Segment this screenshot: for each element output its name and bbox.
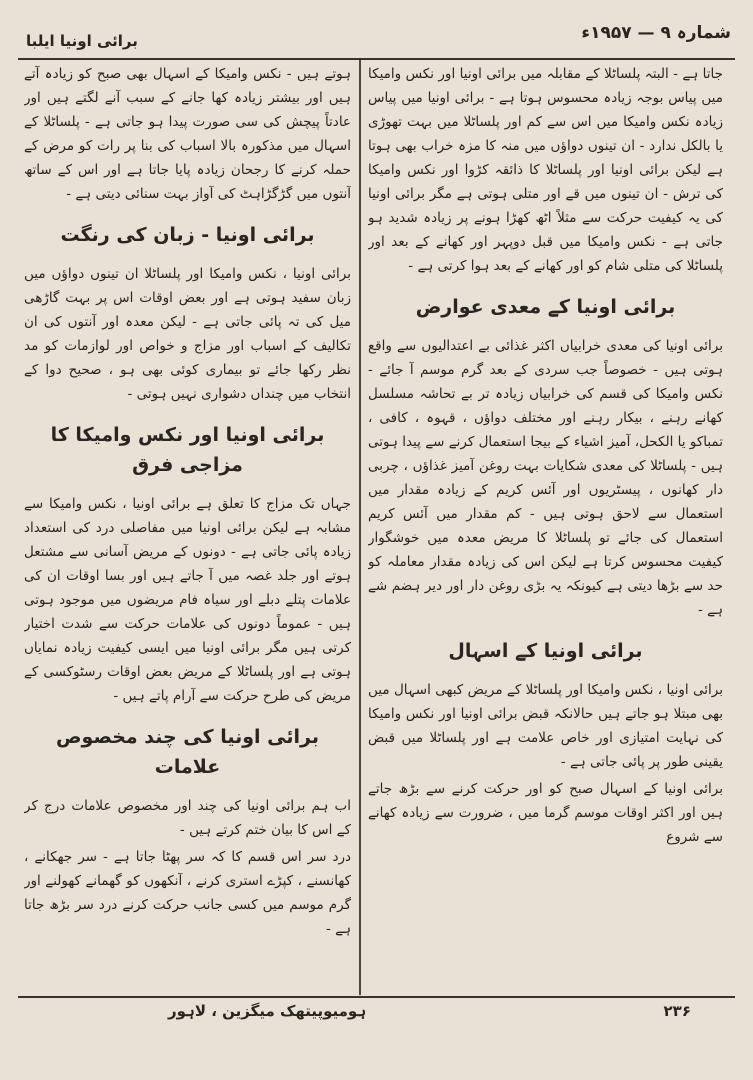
section-heading: برائی اونیا اور نکس وامیکا کا	[50, 424, 325, 446]
paragraph: اب ہم برائی اونیا کی چند اور مخصوص علامات درج کر کے اس کا بیان ختم کرتے ہیں -	[24, 798, 351, 838]
right-column	[368, 62, 723, 992]
left-column	[24, 62, 351, 992]
section-heading: برائی اونیا - زبان کی رنگت	[60, 224, 315, 246]
page-number: ۲۳۶	[663, 1002, 691, 1020]
paragraph: جہاں تک مزاج کا تعلق ہے برائی اونیا ، نکس وامیکا سے مشابہ ہے لیکن برائی اونیا میں مفاصلی درد کی استعداد زیادہ پائی جاتی ہے - دونوں کے مریض آسانی سے مشتعل ہوتے اور جلد غصہ میں آ جاتے ہیں اور بسا اوقات ان کی علامات پتلے دبلے اور سیاہ فام مریضوں میں موجود ہوتی ہیں - عموماً دونوں کی علامات حرکت سے شدت اختیار کرتی ہیں مگر برائی اونیا میں ایسی کیفیت زیادہ نمایاں ہوتی ہے اور پلساٹلا کے مریض بعض اوقات رسٹوکسی کے مریض کی طرح حرکت سے آرام پاتے ہیں -	[24, 496, 351, 704]
paragraph: ہوتے ہیں - نکس وامیکا کے اسہال بھی صبح کو زیادہ آتے ہیں اور بیشتر زیادہ کھا جانے کے سبب آنے لگتے ہیں اور عادتاً پیچش کی سی صورت پیدا ہو جاتی ہے - پلساٹلا کے اسہال میں مذکورہ بالا اسباب کی بنا پر رات کو مرض کے حملہ کرنے کا رجحان زیادہ پایا جاتا ہے اور اس کے ساتھ آنتوں میں گڑگڑاہٹ کی آواز بہت سنائی دیتی ہے -	[24, 66, 351, 202]
paragraph: برائی اونیا ، نکس وامیکا اور پلساٹلا کے مریض کبھی اسہال میں بھی مبتلا ہو جاتے ہیں حالانکہ قبض برائی اونیا اور نکس وامیکا کی نہایت امتیازی اور خاص علامت ہے اور پلساٹلا میں قبض یقینی طور پر پائی جاتی ہے -	[368, 682, 723, 770]
paragraph: جاتا ہے - البتہ پلساٹلا کے مقابلہ میں برائی اونیا اور نکس وامیکا میں پیاس بوجہ زیادہ محسوس ہوتا ہے - برائی اونیا میں پیاس زیادہ نکس وامیکا میں اس سے کم اور پلساٹلا میں بہت تھوڑی یا بالکل ندارد - ان تینوں دواؤں میں منہ کا مزہ خراب بھی ہوتا ہے لیکن برائی اونیا اور پلساٹلا کا ذائقہ کڑوا اور نکس وامیکا کی ترش - ان تینوں میں قے اور متلی ہوتی ہے مگر برائی اونیا کی یہ کیفیت حرکت سے مثلاً اٹھ کھڑا ہونے پر زیادہ شدید ہو جاتی ہے - نکس وامیکا میں قبل دوپہر اور کھانے کے بعد اور پلساٹلا کی متلی شام کو اور کھانے کے بعد ہوا کرتی ہے -	[368, 66, 723, 274]
issue-label: شمارہ ۹ — ۱۹۵۷ء	[581, 23, 731, 43]
paragraph: برائی اونیا کی معدی خرابیاں اکثر غذائی بے اعتدالیوں سے واقع ہوتی ہیں - خصوصاً جب سردی کے بعد گرم موسم آ جائے - نکس وامیکا کی قسم کی خرابیاں زیادہ تر بے تحاشہ مسلسل کھانے رہنے ، بیکار رہنے اور مختلف دواؤں ، قہوہ ، کافی ، تمباکو یا الکحل، آمیز اشیاء کے بیجا استعمال کرنے سے پیدا ہوتی ہیں - پلساٹلا کی معدی شکایات بہت روغن آمیز غذاؤں ، چربی دار کھانوں ، پیسٹریوں اور آئس کریم کے زیادہ مقدار میں استعمال سے لاحق ہوتی ہیں - کم مقدار میں آئس کریم استعمال کی جائے تو پلساٹلا کا مریض معدہ میں خوشگوار کیفیت محسوس کرتا ہے لیکن اس کی زیادہ مقدار معاملہ کو حد سے بڑھا دیتی ہے کیونکہ یہ بڑی روغن دار اور دیر ہضم شے ہے -	[368, 338, 723, 618]
paragraph: برائی اونیا کے اسہال صبح کو اور حرکت کرنے سے بڑھ جاتے ہیں اور اکثر اوقات موسم گرما میں ، ضرورت سے زیادہ کھانے سے شروع	[368, 781, 723, 845]
running-title: برائی اونیا ایلبا	[26, 32, 138, 50]
column-divider	[359, 60, 361, 995]
section-heading: برائی اونیا کی چند مخصوص علامات	[56, 726, 319, 778]
section-heading: برائی اونیا کے اسہال	[448, 640, 643, 662]
page-header	[18, 8, 735, 60]
publisher-name: ہومیوپیتھک میگزین ، لاہور	[168, 1002, 367, 1020]
section-heading: برائی اونیا کے معدی عوارض	[415, 296, 676, 318]
section-heading-continued: مزاجی فرق	[132, 454, 243, 476]
paragraph: برائی اونیا ، نکس وامیکا اور پلساٹلا ان تینوں دواؤں میں زبان سفید ہوتی ہے اور بعض اوقات اس پر بہت گاڑھی میل کی تہ پائی جاتی ہے - لیکن معدہ اور آنتوں کی ان تکالیف کے اسباب اور مزاج و خواص اور لوازمات کو مد نظر رکھا جائے تو بیماری کوئی بھی ہو ، صحیح دوا کے انتخاب میں چنداں دشواری نہیں ہوتی -	[24, 266, 351, 402]
page-footer	[18, 996, 735, 1028]
paragraph: درد سر اس قسم کا کہ سر پھٹا جاتا ہے - سر جھکانے ، کھانسنے ، کپڑے استری کرنے ، آنکھوں کو گھمانے کھولنے اور گرم موسم میں کسی جانب حرکت کرنے درد سر بڑھ جاتا ہے -	[24, 849, 351, 937]
